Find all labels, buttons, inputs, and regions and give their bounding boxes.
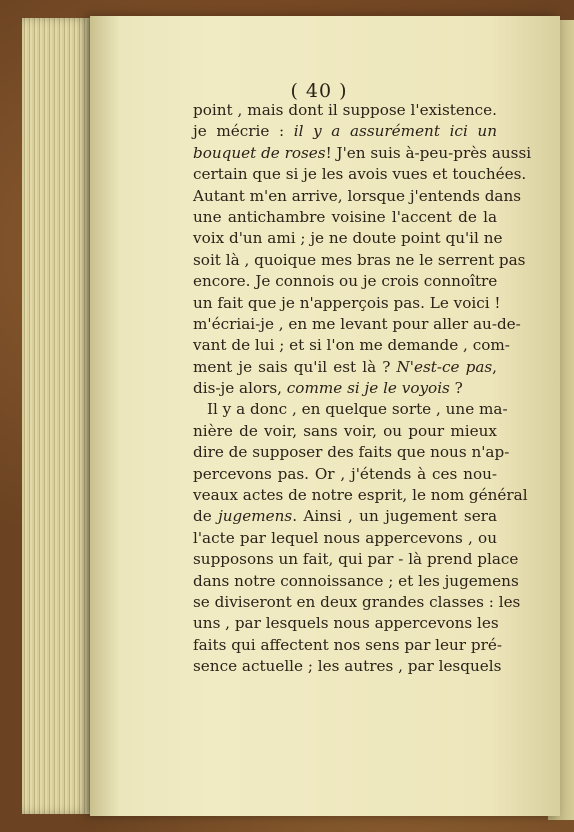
text-segment: certain que si je les avois vues et touchées.: [193, 165, 527, 184]
text-segment: un fait que je n'apperçois pas. Le voici !: [193, 293, 501, 312]
page-text: [193, 100, 532, 678]
text-line: [193, 186, 522, 207]
text-line: [193, 656, 502, 677]
text-segment: faits qui affectent nos sens par leur pré-: [193, 635, 503, 654]
text-segment: uns , par lesquels nous appercevons les: [193, 614, 499, 633]
italic-text: comme si je le voyois: [286, 379, 450, 398]
text-line: [193, 271, 497, 292]
text-segment: dans notre connoissance ; et les jugemens: [193, 571, 519, 590]
text-line: [193, 164, 527, 185]
text-line: [193, 485, 528, 506]
text-line: [193, 357, 497, 378]
text-segment: percevons pas. Or , j'étends à ces nou-: [193, 464, 497, 483]
text-segment: l'acte par lequel nous appercevons , ou: [193, 528, 497, 547]
text-segment: ?: [449, 379, 463, 398]
text-line: [193, 143, 532, 164]
text-line: [193, 592, 521, 613]
page-edges: [22, 18, 94, 814]
text-line: [193, 121, 497, 142]
italic-text: bouquet de roses: [193, 143, 326, 162]
text-segment: ! J'en suis à-peu-près aussi: [325, 143, 532, 162]
text-segment: encore. Je connois ou je crois connoître: [193, 272, 498, 291]
text-segment: Autant m'en arrive, lorsque j'entends dans: [193, 186, 522, 205]
text-segment: dire de supposer des faits que nous n'ap-: [193, 443, 510, 462]
text-segment: dis-je alors,: [193, 379, 287, 398]
text-line: [193, 399, 508, 420]
text-line: [193, 442, 510, 463]
text-segment: Il y a donc , en quelque sorte , une ma-: [207, 400, 508, 419]
text-line: [193, 378, 497, 399]
text-segment: ,: [492, 357, 497, 376]
text-segment: ment je sais qu'il est là ?: [193, 357, 397, 376]
text-line: [193, 293, 501, 314]
text-line: [193, 613, 497, 634]
text-segment: une antichambre voisine l'accent de la: [193, 207, 497, 226]
text-line: [193, 100, 497, 121]
text-line: [193, 250, 526, 271]
text-line: [193, 228, 503, 249]
italic-text: il y a assurément ici un: [293, 122, 497, 141]
text-segment: supposons un fait, qui par - là prend place: [193, 550, 519, 569]
text-line: [193, 464, 497, 485]
text-line: [193, 421, 497, 442]
text-segment: . Ainsi , un jugement sera: [292, 507, 497, 526]
text-line: [193, 207, 497, 228]
text-segment: sence actuelle ; les autres , par lesquels: [193, 657, 502, 676]
text-line: [193, 571, 519, 592]
text-segment: voix d'un ami ; je ne doute point qu'il ne: [193, 229, 503, 248]
text-segment: m'écriai-je , en me levant pour aller au-de-: [193, 314, 521, 333]
page-number: ( 40 ): [290, 80, 348, 102]
text-segment: je mécrie :: [193, 122, 294, 141]
text-line: [193, 528, 497, 549]
text-segment: soit là , quoique mes bras ne le serrent pas: [193, 250, 526, 269]
italic-text: N'est-ce pas: [396, 357, 493, 376]
italic-text: jugemens: [218, 507, 293, 526]
text-line: [193, 635, 503, 656]
text-segment: nière de voir, sans voir, ou pour mieux: [193, 421, 497, 440]
text-segment: veaux actes de notre esprit, le nom général: [193, 486, 528, 505]
text-line: [193, 549, 519, 570]
text-line: [193, 506, 497, 527]
text-line: [193, 335, 510, 356]
text-segment: de: [193, 507, 219, 526]
text-segment: point , mais dont il suppose l'existence.: [193, 101, 497, 119]
text-segment: vant de lui ; et si l'on me demande , com-: [193, 336, 510, 355]
text-segment: se diviseront en deux grandes classes : les: [193, 592, 521, 611]
text-line: [193, 314, 521, 335]
